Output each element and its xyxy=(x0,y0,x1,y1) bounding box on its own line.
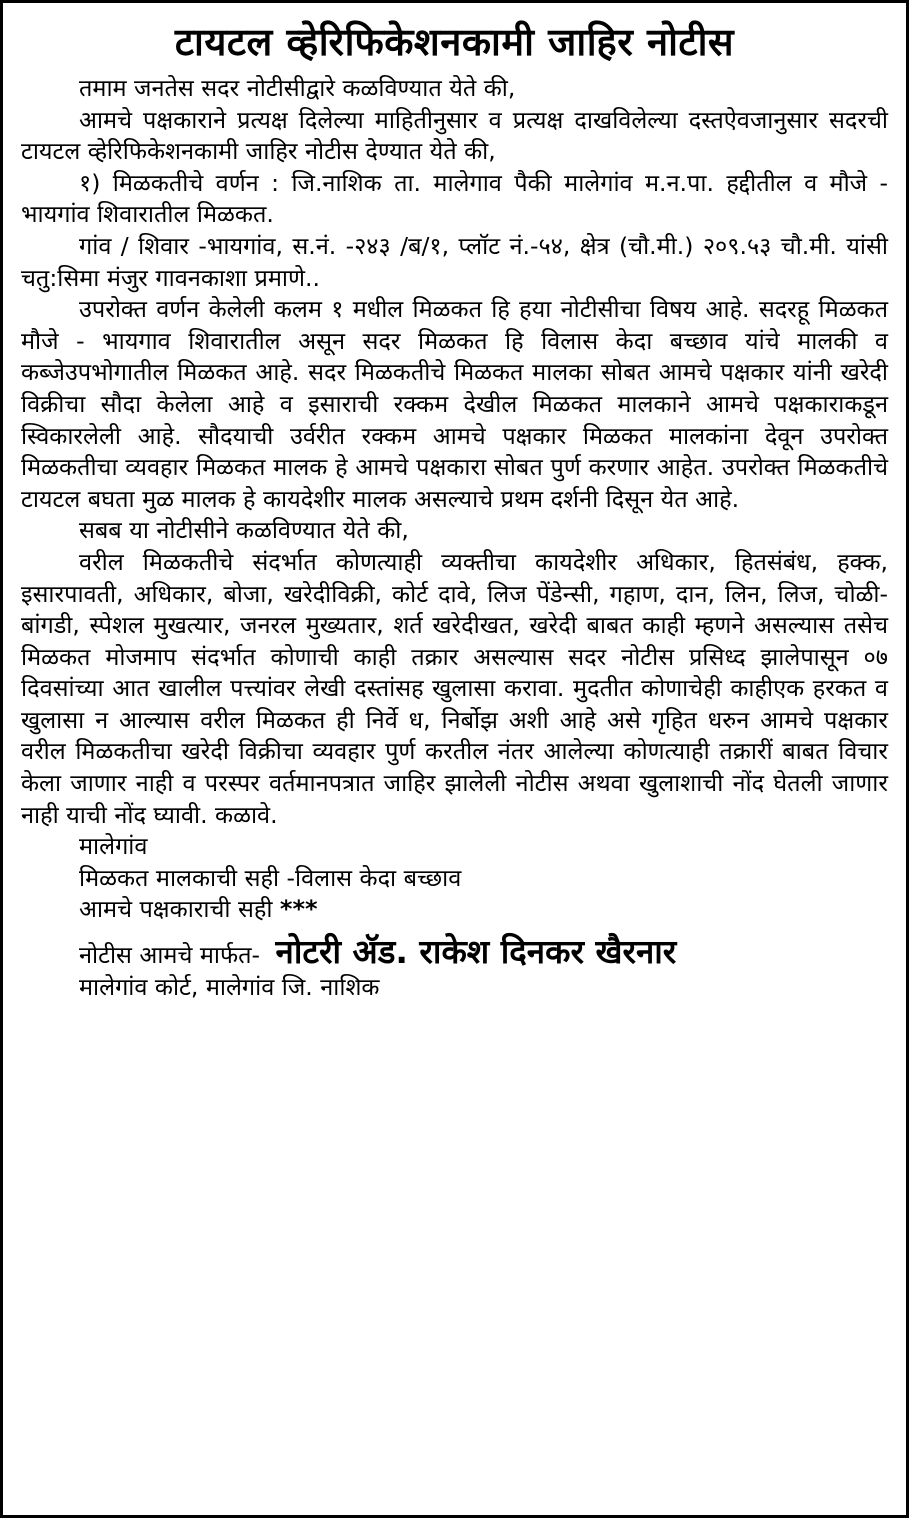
advocate-name: नोटरी ॲड. राकेश दिनकर खैरनार xyxy=(275,932,677,972)
place: मालेगांव xyxy=(79,832,148,861)
through-advocate xyxy=(21,932,888,972)
basis-paragraph: आमचे पक्षकाराने प्रत्यक्ष दिलेल्या माहितीनुसार व प्रत्यक्ष दाखविलेल्या दस्तऐवजानुसार सदरची टायटल व्हेरिफिकेशनकामी जाहिर नोटीस देण्यात येते की, xyxy=(21,105,888,166)
subject-paragraph: उपरोक्त वर्णन केलेली कलम १ मधील मिळकत हि हया नोटीसीचा विषय आहे. सदरहू मिळकत मौजे - भायगाव शिवारातील असून सदर मिळकत हि विलास केदा बच्छाव यांचे मालकी व कब्जेउपभोगातील मिळकत आहे. सदर मिळकतीचे मिळकत मालका सोबत आमचे पक्षकार यांनी खरेदी विक्रीचा सौदा केलेला आहे व इसाराची रक्कम देखील मिळकत मालकाने आमचे पक्षकाराकडून स्विकारलेली आहे. सौदयाची उर्वरीत रक्कम आमचे पक्षकार मिळकत मालकांना देवून उपरोक्त मिळकतीचा व्यवहार मिळकत मालक हे आमचे पक्षकारा सोबत पुर्ण करणार आहेत. उपरोक्त मिळकतीचे टायटल बघता मुळ मालक हे कायदेशीर मालक असल्याचे प्रथम दर्शनी दिसून येत आहे. xyxy=(21,295,888,513)
reason-paragraph: सबब या नोटीसीने कळविण्यात येते की, xyxy=(79,516,409,545)
survey-details: गांव / शिवार -भायगांव, स.नं. -२४३ /ब/१, प्लॉट नं.-५४, क्षेत्र (चौ.मी.) २०९.५३ चौ.मी. यांसी चतु:सिमा मंजुर गावनकाशा प्रमाणे.. xyxy=(21,231,888,292)
through-label: नोटीस आमचे मार्फत- xyxy=(79,941,261,970)
property-description: १) मिळकतीचे वर्णन : जि.नाशिक ता. मालेगाव पैकी मालेगांव म.न.पा. हद्दीतील व मौजे - भायगांव शिवारातील मिळकत. xyxy=(21,168,888,229)
signature-stars: *** xyxy=(279,895,318,924)
client-signature-label: आमचे पक्षकाराची सही xyxy=(79,895,273,924)
intro-paragraph: तमाम जनतेस सदर नोटीसीद्वारे कळविण्यात येते की, xyxy=(79,74,516,102)
advocate-address: मालेगांव कोर्ट, मालेगांव जि. नाशिक xyxy=(79,972,380,1001)
claims-paragraph: वरील मिळकतीचे संदर्भात कोणत्याही व्यक्तीचा कायदेशीर अधिकार, हितसंबंध, हक्क, इसारपावती, अधिकार, बोजा, खरेदीविक्री, कोर्ट दावे, लिज पेंडेन्सी, गहाण, दान, लिन, लिज, चोळी-बांगडी, स्पेशल मुखत्यार, जनरल मुख्यतार, शर्त खरेदीखत, खरेदी बाबत काही म्हणने असल्यास तसेच मिळकत मोजमाप संदर्भात कोणाची काही तक्रार असल्यास सदर नोटीस प्रसिध्द झालेपासून ०७ दिवसांच्या आत खालील पत्त्यांवर लेखी दस्तांसह खुलासा करावा. मुदतीत कोणाचेही काहीएक हरकत व खुलासा न आल्यास वरील मिळकत ही निर्वे ध, निर्बोझ अशी आहे असे गृहित धरुन आमचे पक्षकार वरील मिळकतीचा खरेदी विक्रीचा व्यवहार पुर्ण करतील नंतर आलेल्या कोणत्याही तक्रारीं बाबत विचार केला जाणार नाही व परस्पर वर्तमानपत्रात जाहिर झालेली नोटीस अथवा खुलाशाची नोंद घेतली जाणार नाही याची नोंद घ्यावी. कळावे. xyxy=(21,547,888,829)
client-signature xyxy=(21,894,888,926)
owner-signature: मिळकत मालकाची सही -विलास केदा बच्छाव xyxy=(79,863,462,892)
notice-title: टायटल व्हेरिफिकेशनकामी जाहिर नोटीस xyxy=(174,20,735,64)
